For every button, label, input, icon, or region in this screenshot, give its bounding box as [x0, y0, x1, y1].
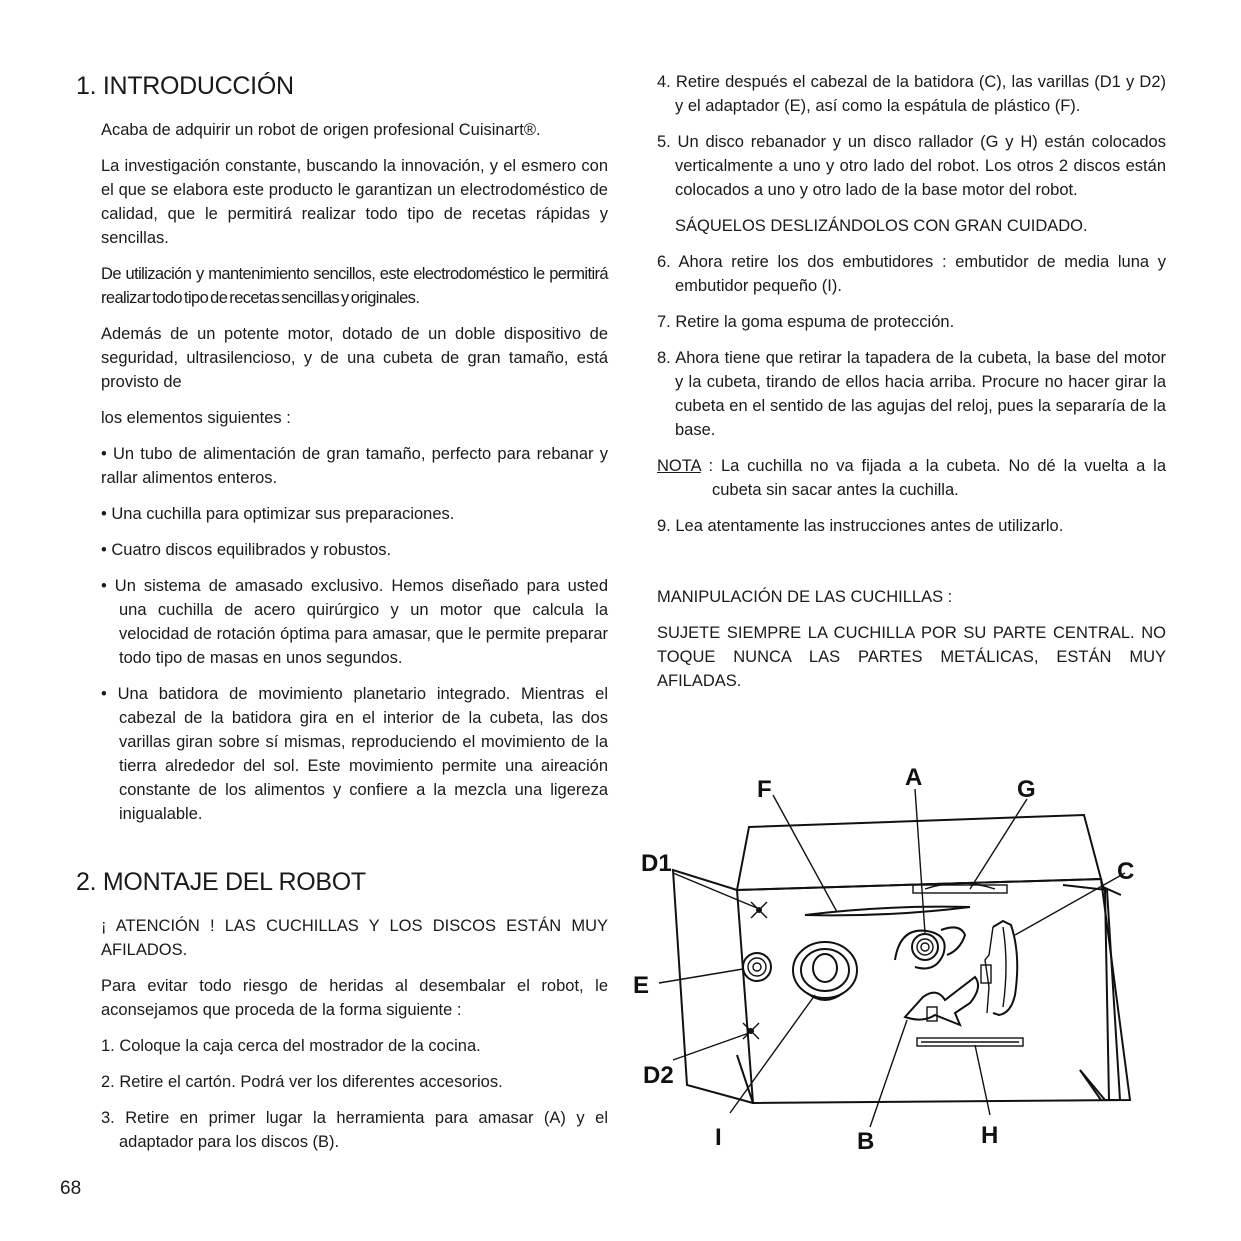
step-item: 8. Ahora tiene que retirar la tapadera de la cubeta, la base del motor y la cubeta, tirando de ellos hacia arriba. Procure no hacer girar la cubeta en el sentido de las agujas del reloj, pues la separaría de la base. — [657, 349, 1166, 439]
instructions-intro: Para evitar todo riesgo de heridas al desembalar el robot, le aconsejamos que proceda de la forma siguiente : — [101, 977, 608, 1019]
intro-paragraph-4: Además de un potente motor, dotado de un doble dispositivo de seguridad, ultrasilencioso, y de una cubeta de gran tamaño, está provisto de — [101, 325, 608, 391]
label-g: G — [1017, 776, 1036, 803]
step-item: 1. Coloque la caja cerca del mostrador de la cocina. — [101, 1037, 481, 1055]
step-item: 7. Retire la goma espuma de protección. — [657, 313, 955, 331]
warning-text: ¡ ATENCIÓN ! LAS CUCHILLAS Y LOS DISCOS ESTÁN MUY AFILADOS. — [101, 917, 608, 959]
label-d1: D1 — [641, 850, 672, 877]
bullet-item: • Una cuchilla para optimizar sus preparaciones. — [101, 505, 455, 523]
manipulation-title: MANIPULACIÓN DE LAS CUCHILLAS : — [657, 588, 953, 606]
adapter-e — [743, 953, 771, 981]
manipulation-text: SUJETE SIEMPRE LA CUCHILLA POR SU PARTE CENTRAL. NO TOQUE NUNCA LAS PARTES METÁLICAS, ESTÁN MUY AFILADAS. — [657, 624, 1166, 690]
nota-paragraph — [657, 454, 1166, 502]
label-c: C — [1117, 858, 1135, 885]
food-pusher-i — [793, 942, 857, 1000]
step-item: 4. Retire después el cabezal de la batidora (C), las varillas (D1 y D2) y el adaptador (E), así como la espátula de plástico (F). — [657, 73, 1166, 115]
right-column — [657, 70, 1166, 705]
slicing-disc-top — [913, 883, 1007, 893]
label-b: B — [857, 1128, 875, 1155]
nota-text: : La cuchilla no va fijada a la cubeta. No dé la vuelta a la cubeta sin sacar antes la cuchilla. — [700, 457, 1166, 499]
step-item: 2. Retire el cartón. Podrá ver los diferentes accesorios. — [101, 1073, 503, 1091]
label-a: A — [905, 764, 923, 791]
label-i: I — [715, 1124, 722, 1151]
beater-head-c — [981, 921, 1017, 1015]
page-number: 68 — [60, 1178, 82, 1199]
box-contents-diagram — [625, 755, 1185, 1165]
intro-paragraph-3: De utilización y mantenimiento sencillos, este electrodoméstico le permitirá realizar todo tipo de recetas sencillas y originales. — [101, 265, 608, 307]
label-f: F — [757, 776, 772, 803]
dough-tool-a — [895, 927, 965, 968]
grating-disc-bottom — [917, 1038, 1023, 1046]
step-item: 5. Un disco rebanador y un disco rallador (G y H) están colocados verticalmente a uno y otro lado del robot. Los otros 2 discos están colocados a uno y otro lado de la base motor del robot. — [657, 133, 1166, 199]
intro-paragraph-1: Acaba de adquirir un robot de origen profesional Cuisinart®. — [101, 121, 541, 139]
step-item: 6. Ahora retire los dos embutidores : embutidor de media luna y embutidor pequeño (I). — [657, 253, 1166, 295]
spatula-part — [805, 907, 970, 916]
caps-note: SÁQUELOS DESLIZÁNDOLOS CON GRAN CUIDADO. — [675, 217, 1088, 235]
bullet-item: • Cuatro discos equilibrados y robustos. — [101, 541, 392, 559]
intro-paragraph-2: La investigación constante, buscando la innovación, y el esmero con el que se elabora este producto le garantizan un electrodoméstico de calidad, que le permitirá realizar todo tipo de recetas rápidas y sencillas. — [101, 157, 608, 247]
whisk-d1 — [751, 902, 767, 918]
whisk-d2 — [743, 1023, 759, 1039]
box-outline — [673, 815, 1130, 1103]
left-column — [76, 70, 608, 1166]
bullet-item: • Una batidora de movimiento planetario integrado. Mientras el cabezal de la batidora gira en el interior de la cubeta, las dos varillas giran sobre sí mismas, reproduciendo el movimiento de la tierra alrededor del sol. Este movimiento permite una aireación constante de los alimentos y confiere a la mezcla una ligereza inigualable. — [101, 685, 608, 823]
nota-label: NOTA — [657, 457, 701, 475]
step-item: 9. Lea atentamente las instrucciones antes de utilizarlo. — [657, 517, 1064, 535]
bullet-item: • Un sistema de amasado exclusivo. Hemos diseñado para usted una cuchilla de acero quirúrgico y un motor que calcula la velocidad de rotación óptima para amasar, que le permite preparar todo tipo de masas en unos segundos. — [101, 577, 608, 667]
leader-lines — [659, 789, 1125, 1127]
section-2-title: 2. MONTAJE DEL ROBOT — [76, 868, 366, 896]
intro-paragraph-5: los elementos siguientes : — [101, 409, 291, 427]
disc-adapter-b — [905, 977, 978, 1025]
label-d2: D2 — [643, 1062, 674, 1089]
step-item: 3. Retire en primer lugar la herramienta para amasar (A) y el adaptador para los discos (B). — [101, 1109, 608, 1151]
label-h: H — [981, 1122, 999, 1149]
section-1-title: 1. INTRODUCCIÓN — [76, 72, 294, 100]
section-1-body — [76, 118, 608, 826]
label-e: E — [633, 972, 650, 999]
bullet-item: • Un tubo de alimentación de gran tamaño, perfecto para rebanar y rallar alimentos enteros. — [101, 445, 608, 487]
section-2-body — [76, 914, 608, 1154]
